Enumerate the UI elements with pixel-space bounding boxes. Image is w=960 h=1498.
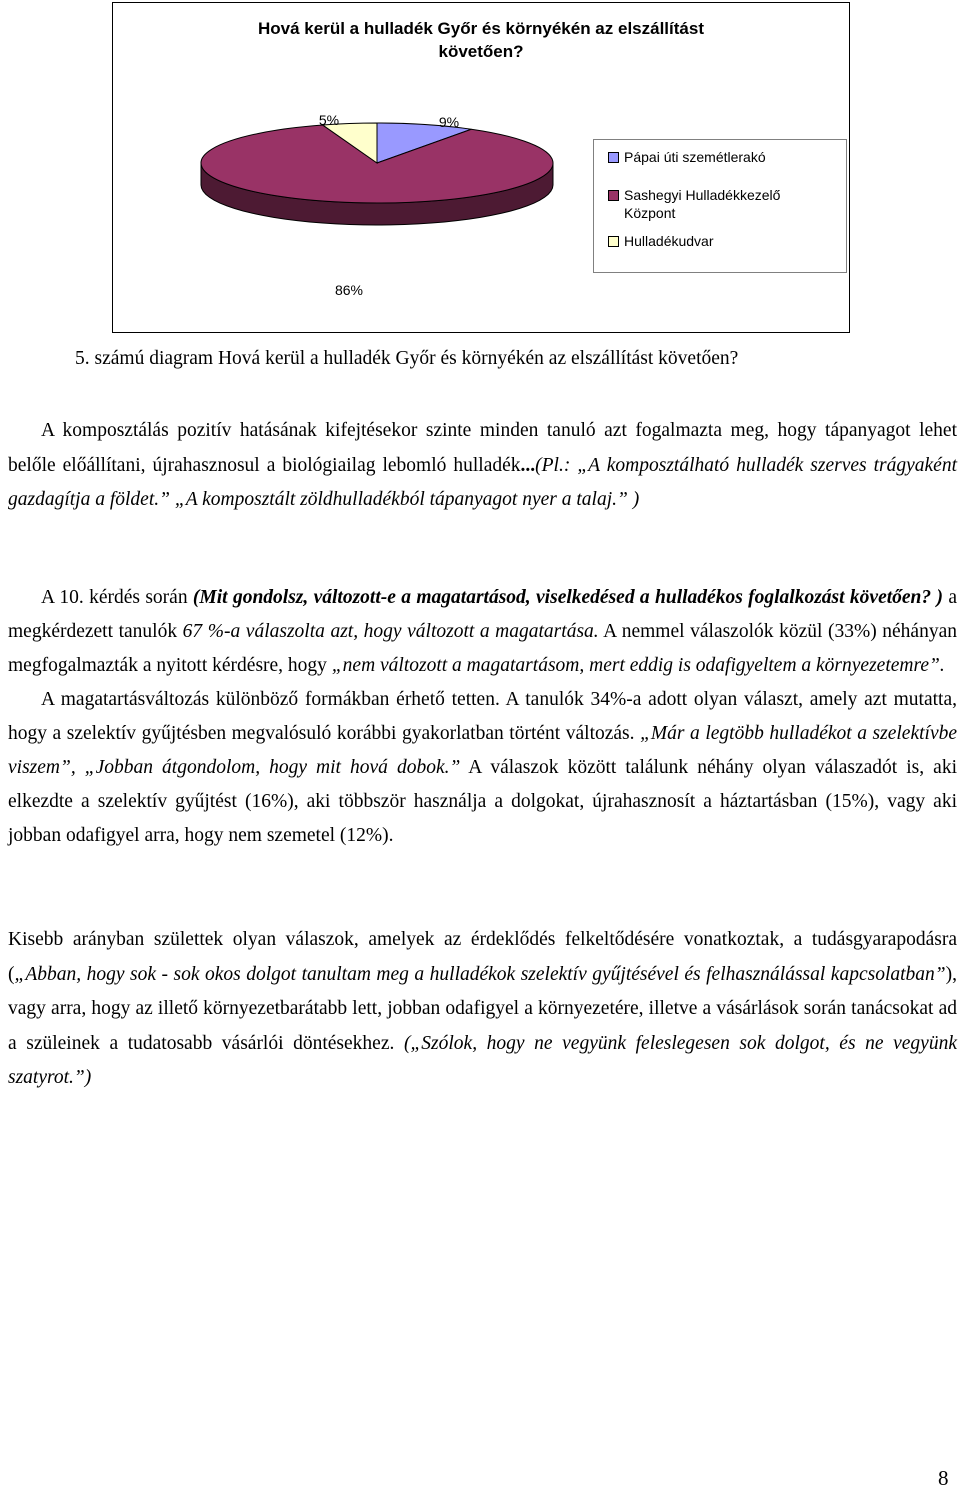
pie-data-label-1: 86% [334,282,364,298]
chart-title-line-2: követően? [438,42,524,61]
legend-label-papai: Pápai úti szemétlerakó [624,149,766,165]
paragraph-question-10 [8,581,957,853]
para2-result: 67 %-a válaszolta azt, hogy változott a magatartása. [182,621,599,642]
para2-quotes-2: „Már a legtöbb hulladékot a szelektívbe viszem”, „Jobban átgondolom, hogy mit hová dobok.” [8,723,958,778]
legend-swatch-hulladekudvar [608,236,619,247]
para2-text-b: A nemmel válaszolók közül (33%) néhányan megfogalmazták a nyitott kérdésre, hogy [8,621,957,676]
paragraph-composting [8,414,957,518]
para3-text-b: ), vagy arra, hogy az illető környezetbarátabb lett, jobban odafigyel a környezetére, illetve a vásárlások során tanácsokat ad a szüleinek a tudatosabb vásárlói döntésekhez. [8,963,957,1054]
para2-text-d: A válaszok között találunk néhány olyan válaszadót is, aki elkezdte a szelektív gyűjtést (16%), aki többször használja a dolgokat, újrahasznosít a háztartásban (15%), vagy aki jobban odafigyel arra, hogy nem szemetel (12%). [8,757,957,846]
legend-item-papai [608,148,829,166]
para1-ellipsis: ... [520,454,536,476]
pie-data-label-2: 5% [318,112,340,128]
page-number: 8 [938,1466,949,1490]
para2-text-a: a megkérdezett tanulók [8,587,958,642]
para2-quote: „nem változott a magatartásom, mert eddig is odafigyeltem a környezetemre”. [331,655,945,676]
chart-title-line-1: Hová kerül a hulladék Győr és környékén az elszállítást [258,19,704,38]
legend-item-sashegyi [608,186,829,222]
pie-chart [112,2,850,333]
legend-item-hulladekudvar [608,232,829,250]
para1-text: A komposztálás pozitív hatásának kifejtésekor szinte minden tanuló azt fogalmazta meg, hogy tápanyagot lehet belőle előállítani, újrahasznosul a biológiailag lebomló hulladék [8,420,957,476]
para3-quote: „Abban, hogy sok - sok okos dolgot tanultam meg a hulladékok szelektív gyűjtésével és felhasználással kapcsolatban” [14,963,946,985]
legend-label-hulladekudvar: Hulladékudvar [624,233,714,249]
pie-data-label-0: 9% [438,114,460,130]
chart-legend [593,139,847,273]
para2-intro: A 10. kérdés során [41,587,193,608]
para2-question: (Mit gondolsz, változott-e a magatartásod, viselkedésed a hulladékos foglalkozást követően? ) [192,587,943,608]
paragraph-knowledge [8,923,957,1096]
para2-text-c: A magatartásváltozás különböző formákban érhető tetten. A tanulók 34%-a adott olyan választ, amely azt mutatta, hogy a szelektív gyűjtésben megvalósuló korábbi gyakorlatban történt változás. [8,689,957,744]
legend-swatch-sashegyi [608,190,619,201]
legend-label-sashegyi: Sashegyi Hulladékkezelő Központ [624,187,781,221]
para1-examples: (Pl.: „A komposztálható hulladék szerves trágyaként gazdagítja a földet.” „A komposztált zöldhulladékból tápanyagot nyer a talaj.” ) [8,454,957,510]
para3-quote-2: („Szólok, hogy ne vegyünk feleslegesen sok dolgot, és ne vegyünk szatyrot.”) [8,1032,957,1088]
figure-caption: 5. számú diagram Hová kerül a hulladék Győr és környékén az elszállítást követően? [75,348,739,369]
legend-swatch-papai [608,152,619,163]
para3-text-a: Kisebb arányban születtek olyan válaszok, amelyek az érdeklődés felkeltődésére vonatkoztak, a tudásgyarapodásra ( [8,929,957,985]
